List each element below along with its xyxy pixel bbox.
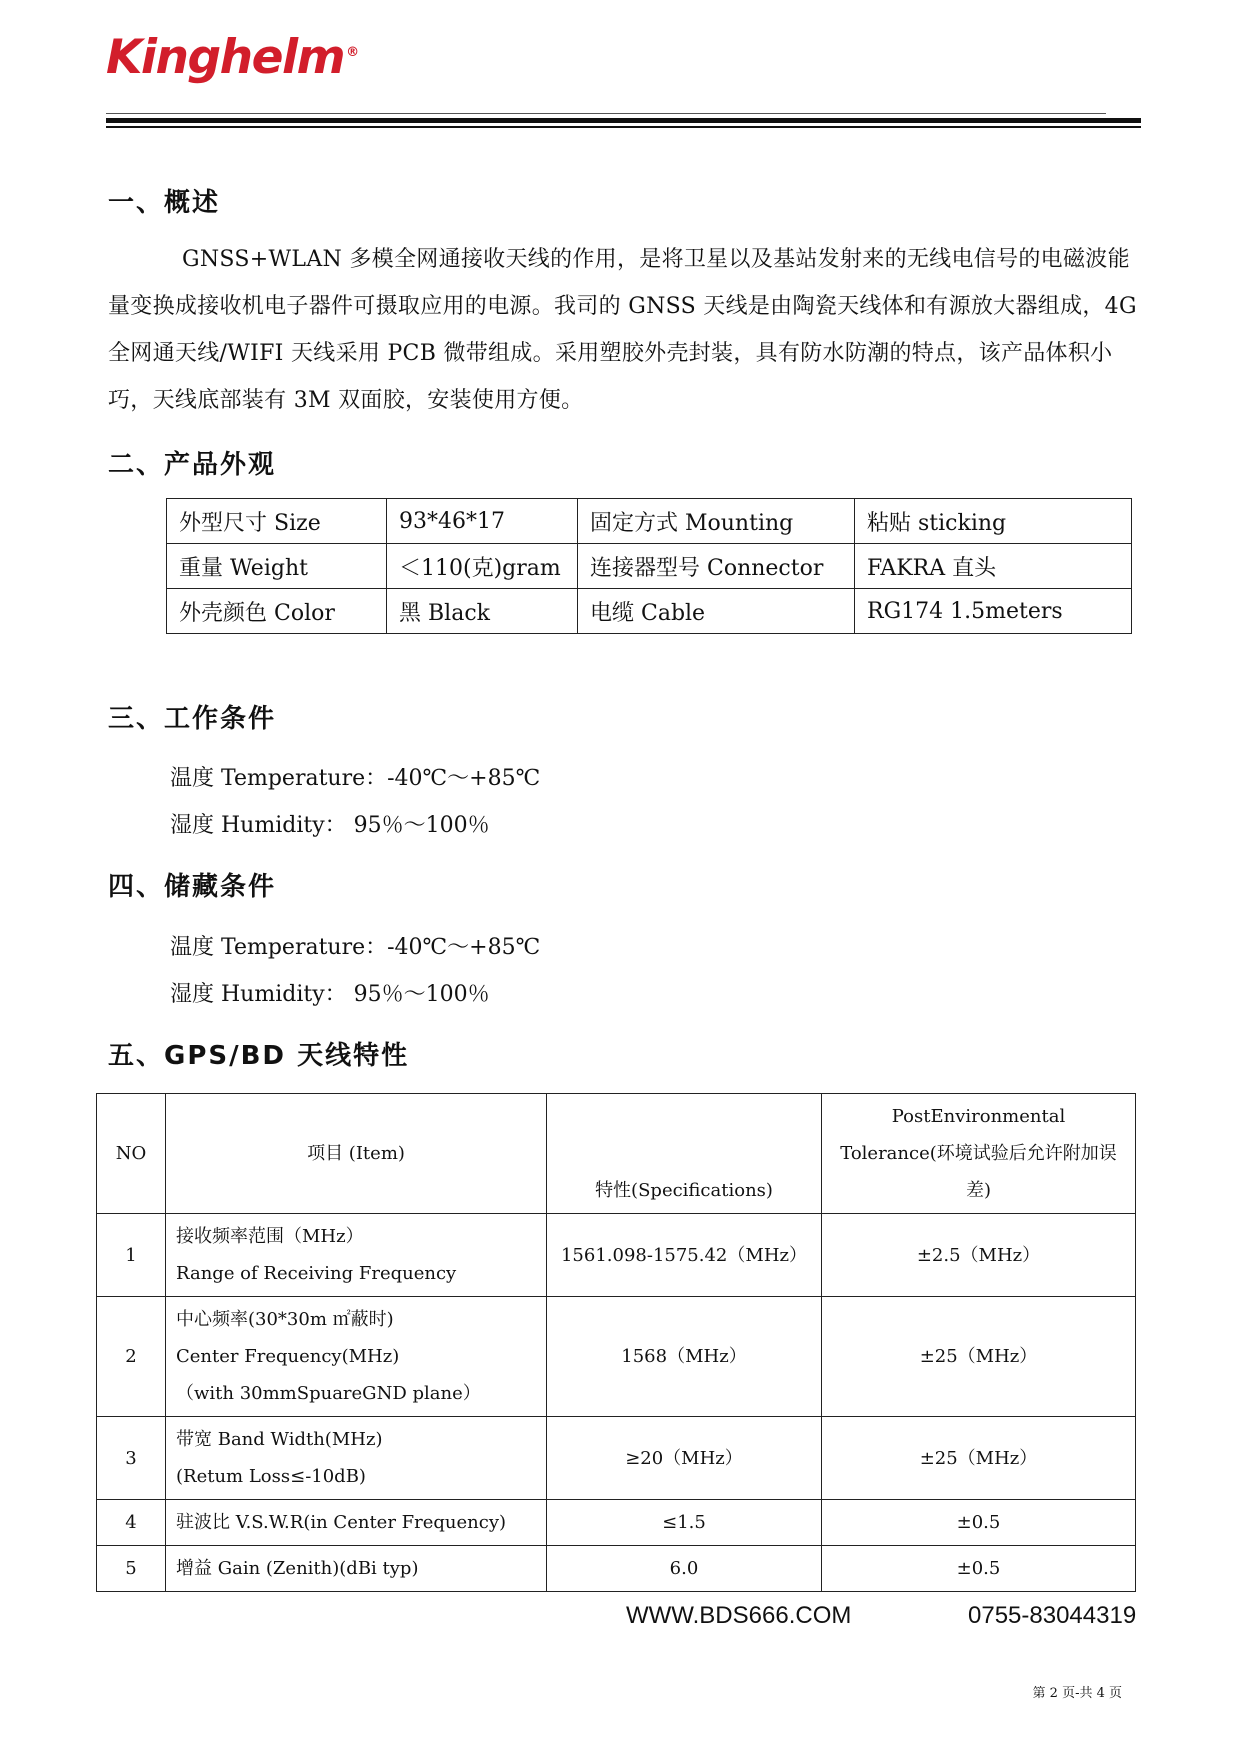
gps-spec-table <box>96 1093 1136 1592</box>
working-humidity: 湿度 Humidity： 95％～100％ <box>170 813 490 838</box>
row-spec: ≤1.5 <box>547 1500 822 1546</box>
row-spec: 6.0 <box>547 1546 822 1592</box>
row-number: 3 <box>97 1417 166 1500</box>
header-item: 项目 (Item) <box>166 1094 547 1214</box>
footer-website: WWW.BDS666.COM <box>626 1602 852 1629</box>
row-tolerance: ±0.5 <box>822 1546 1136 1592</box>
header-spec: 特性(Specifications) <box>547 1094 822 1214</box>
table-cell: RG174 1.5meters <box>855 589 1132 634</box>
item-line: （with 30mmSpuareGND plane） <box>176 1383 481 1404</box>
item-line: 带宽 Band Width(MHz) <box>176 1429 383 1450</box>
table-row <box>167 544 1132 589</box>
row-number: 5 <box>97 1546 166 1592</box>
row-item <box>166 1417 547 1500</box>
table-cell: 电缆 Cable <box>578 589 855 634</box>
row-spec: 1568（MHz） <box>547 1297 822 1417</box>
section-title-gps: 五、GPS/BD 天线特性 <box>108 1041 410 1071</box>
overview-paragraph: GNSS+WLAN 多模全网通接收天线的作用，是将卫星以及基站发射来的无线电信号的电磁波能量变换成接收机电子器件可摄取应用的电源。我司的 GNSS 天线是由陶瓷天线体和有源放大器组成，4G 全网通天线/WIFI 天线采用 PCB 微带组成。采用塑胶外壳封装，具有防水防潮的特点，该产品体积小巧，天线底部装有 3M 双面胶，安装使用方便。 <box>108 247 1137 413</box>
table-cell: 连接器型号 Connector <box>578 544 855 589</box>
item-line: Center Frequency(MHz) <box>176 1346 400 1367</box>
item-line: Range of Receiving Frequency <box>176 1263 457 1284</box>
row-tolerance: ±2.5（MHz） <box>822 1214 1136 1297</box>
section-title-appearance: 二、产品外观 <box>108 450 277 480</box>
header-rule-thin <box>106 126 1141 128</box>
table-row <box>97 1214 1136 1297</box>
table-header-row <box>97 1094 1136 1214</box>
row-number: 1 <box>97 1214 166 1297</box>
item-line: 接收频率范围（MHz） <box>176 1226 364 1247</box>
footer-phone: 0755-83044319 <box>968 1602 1137 1629</box>
row-tolerance: ±25（MHz） <box>822 1297 1136 1417</box>
table-cell: FAKRA 直头 <box>855 544 1132 589</box>
row-spec: 1561.098-1575.42（MHz） <box>547 1214 822 1297</box>
section-title-working: 三、工作条件 <box>108 704 277 734</box>
table-cell: ＜110(克)gram <box>387 544 578 589</box>
table-cell: 外壳颜色 Color <box>167 589 387 634</box>
row-spec: ≥20（MHz） <box>547 1417 822 1500</box>
item-line: (Retum Loss≤-10dB) <box>176 1466 366 1487</box>
row-item <box>166 1297 547 1417</box>
kinghelm-logo: Kinghelm ® <box>106 30 360 85</box>
storage-temperature: 温度 Temperature：-40℃～+85℃ <box>170 935 541 960</box>
item-line: 中心频率(30*30m ㎡蔽时) <box>176 1309 394 1330</box>
item-line: 增益 Gain (Zenith)(dBi typ) <box>176 1558 419 1579</box>
table-row <box>97 1417 1136 1500</box>
row-item <box>166 1214 547 1297</box>
item-line: 驻波比 V.S.W.R(in Center Frequency) <box>176 1512 507 1533</box>
header-rule-thick <box>106 118 1141 123</box>
page-number: 第 2 页-共 4 页 <box>1032 1686 1122 1701</box>
table-cell: 93*46*17 <box>387 499 578 544</box>
row-number: 2 <box>97 1297 166 1417</box>
table-cell: 固定方式 Mounting <box>578 499 855 544</box>
table-row <box>97 1297 1136 1417</box>
section-title-storage: 四、储藏条件 <box>108 872 277 902</box>
table-row <box>167 499 1132 544</box>
row-tolerance: ±25（MHz） <box>822 1417 1136 1500</box>
row-item <box>166 1546 547 1592</box>
section-title-overview: 一、概述 <box>108 188 221 218</box>
table-cell: 重量 Weight <box>167 544 387 589</box>
row-number: 4 <box>97 1500 166 1546</box>
header-rule-hairline <box>106 113 1106 114</box>
table-row <box>167 589 1132 634</box>
table-cell: 外型尺寸 Size <box>167 499 387 544</box>
table-row <box>97 1546 1136 1592</box>
table-cell: 粘贴 sticking <box>855 499 1132 544</box>
header-tolerance: PostEnvironmental Tolerance(环境试验后允许附加误差) <box>822 1094 1136 1214</box>
table-cell: 黑 Black <box>387 589 578 634</box>
row-item <box>166 1500 547 1546</box>
storage-humidity: 湿度 Humidity： 95％～100％ <box>170 982 490 1007</box>
working-temperature: 温度 Temperature：-40℃～+85℃ <box>170 766 541 791</box>
header-no: NO <box>97 1094 166 1214</box>
table-row <box>97 1500 1136 1546</box>
row-tolerance: ±0.5 <box>822 1500 1136 1546</box>
appearance-table <box>166 498 1132 634</box>
